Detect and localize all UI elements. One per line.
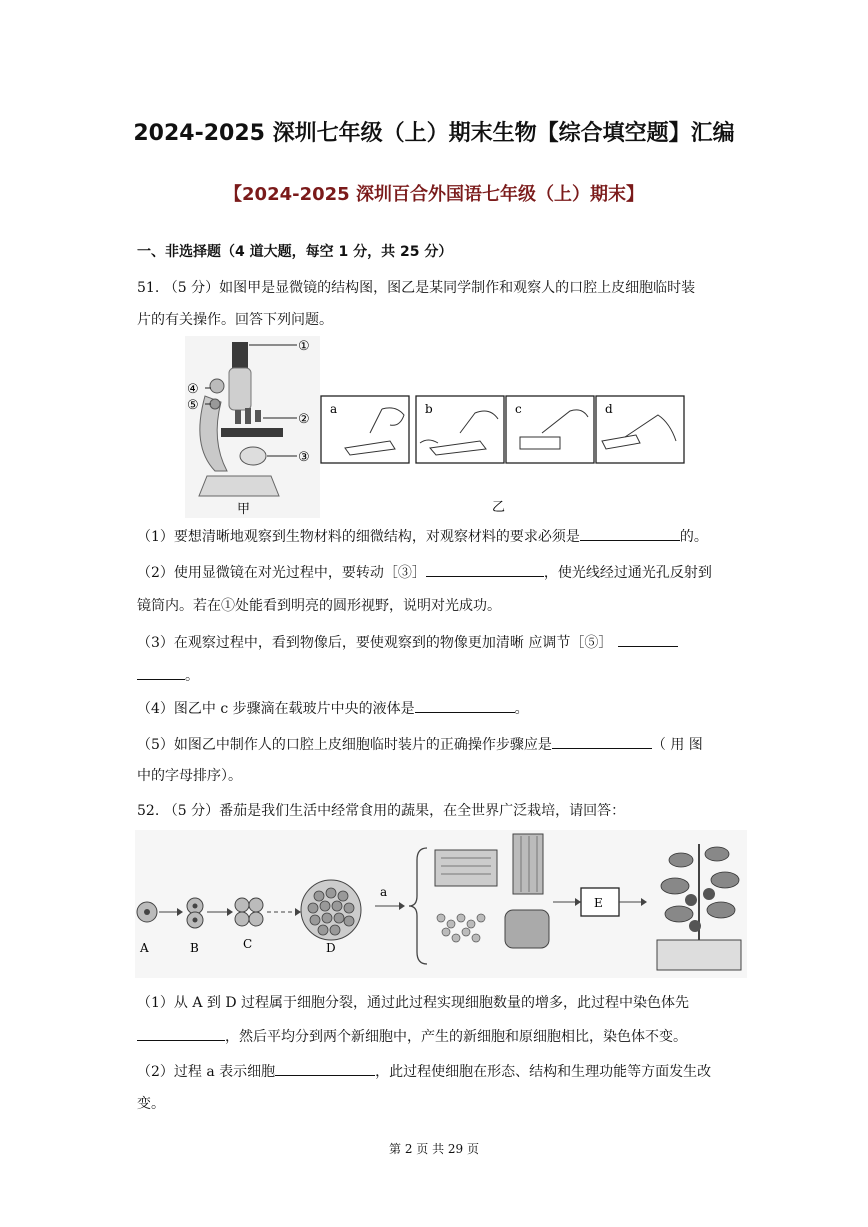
answer-blank-51-1[interactable]: [580, 526, 680, 541]
q52-sub2: （2）过程 a 表示细胞 ，此过程使细胞在形态、结构和生理功能等方面发生改: [137, 1061, 711, 1082]
q52-sub2-cont: 变。: [137, 1096, 165, 1112]
q51-sub5: （5）如图乙中制作人的口腔上皮细胞临时装片的正确操作步骤应是 （ 用 图: [137, 734, 703, 755]
q52-stem: 52. （5 分）番茄是我们生活中经常食用的蔬果，在全世界广泛栽培，请回答：: [137, 803, 626, 819]
label-1: ①: [298, 339, 310, 354]
q51-sub3-cont: 。: [137, 665, 199, 686]
q51-sub1: （1）要想清晰地观察到生物材料的细微结构，对观察材料的要求必须是 的。: [137, 526, 708, 547]
caption-jia: 甲: [237, 502, 251, 517]
fig-box-label-E: E: [594, 896, 603, 910]
caption-yi: 乙: [492, 500, 506, 515]
q51-sub5-cont: 中的字母排序）。: [137, 768, 242, 784]
q51-sub2-cont: 镜筒内。若在①处能看到明亮的圆形视野，说明对光成功。: [137, 598, 501, 614]
tomato-cell-figure: [135, 830, 747, 978]
answer-blank-51-3b[interactable]: [137, 665, 185, 680]
page-title: 2024-2025 深圳七年级（上）期末生物【综合填空题】汇编: [133, 121, 735, 146]
answer-blank-51-2[interactable]: [426, 562, 544, 577]
step-a-label: a: [330, 402, 338, 416]
eyepiece-shape: [232, 342, 248, 370]
q51-sub3: （3）在观察过程中，看到物像后，要使观察到的物像更加清晰 应调节［⑤］: [137, 632, 678, 653]
step-b-label: b: [425, 402, 433, 416]
section-heading: 一、非选择题（4 道大题，每空 1 分，共 25 分）: [137, 244, 453, 260]
answer-blank-52-1[interactable]: [137, 1026, 225, 1041]
answer-blank-52-2[interactable]: [275, 1061, 375, 1076]
label-2: ②: [298, 412, 310, 427]
page-subtitle: 【2024-2025 深圳百合外国语七年级（上）期末】: [224, 184, 644, 205]
fig-label-C: C: [243, 937, 253, 951]
slide-steps-figure: [320, 393, 685, 515]
label-3: ③: [298, 450, 310, 465]
fig-arrow-label-a: a: [380, 885, 388, 899]
answer-blank-51-3a[interactable]: [618, 632, 678, 647]
q51-stem-line1: 51. （5 分）如图甲是显微镜的结构图，图乙是某同学制作和观察人的口腔上皮细胞临时装: [137, 280, 696, 296]
q51-sub4: （4）图乙中 c 步骤滴在载玻片中央的液体是 。: [137, 698, 529, 719]
step-d-panel: [596, 396, 684, 463]
step-b-panel: [416, 396, 504, 463]
step-c-label: c: [515, 402, 522, 416]
q52-sub1: （1）从 A 到 D 过程属于细胞分裂，通过此过程实现细胞数量的增多，此过程中染色体先: [137, 995, 690, 1011]
step-c-panel: [506, 396, 594, 463]
step-a-panel: [321, 396, 409, 463]
q52-sub1-cont: ，然后平均分到两个新细胞中，产生的新细胞和原细胞相比，染色体不变。: [137, 1026, 687, 1047]
step-d-label: d: [605, 402, 613, 416]
fig-label-A: A: [140, 941, 149, 955]
answer-blank-51-4[interactable]: [415, 698, 515, 713]
fig-label-B: B: [190, 941, 199, 955]
answer-blank-51-5[interactable]: [552, 734, 652, 749]
fig-label-D: D: [326, 941, 336, 955]
page-footer: 第 2 页 共 29 页: [389, 1142, 479, 1156]
label-5: ⑤: [187, 398, 199, 413]
microscope-figure: [185, 336, 320, 518]
q51-stem-line2: 片的有关操作。回答下列问题。: [137, 312, 333, 328]
q51-sub2: （2）使用显微镜在对光过程中，要转动［③］ ，使光线经过通光孔反射到: [137, 562, 712, 583]
label-4: ④: [187, 382, 199, 397]
